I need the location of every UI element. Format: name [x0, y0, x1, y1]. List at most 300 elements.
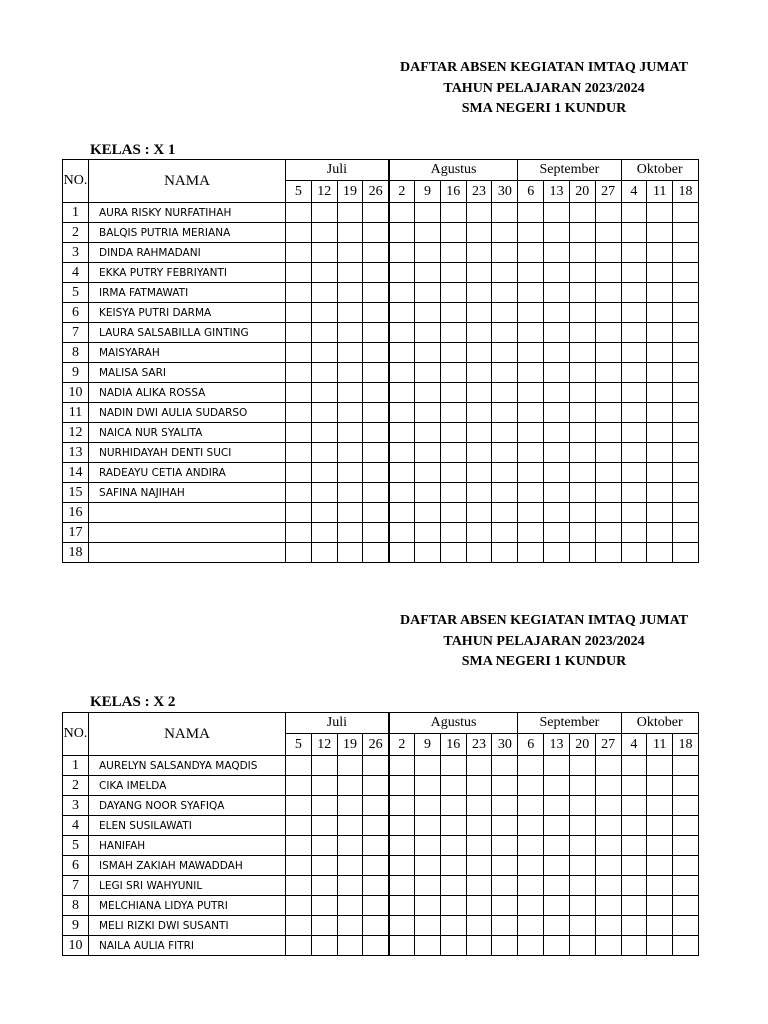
attendance-cell[interactable] [595, 383, 621, 403]
attendance-cell[interactable] [518, 283, 544, 303]
attendance-cell[interactable] [569, 443, 595, 463]
attendance-cell[interactable] [647, 936, 673, 956]
attendance-cell[interactable] [337, 936, 363, 956]
attendance-cell[interactable] [518, 203, 544, 223]
attendance-cell[interactable] [389, 383, 415, 403]
attendance-cell[interactable] [466, 243, 492, 263]
attendance-cell[interactable] [647, 856, 673, 876]
attendance-cell[interactable] [415, 283, 441, 303]
attendance-cell[interactable] [569, 403, 595, 423]
attendance-cell[interactable] [518, 383, 544, 403]
attendance-cell[interactable] [595, 443, 621, 463]
attendance-cell[interactable] [311, 836, 337, 856]
attendance-cell[interactable] [466, 756, 492, 776]
attendance-cell[interactable] [389, 896, 415, 916]
attendance-cell[interactable] [595, 463, 621, 483]
attendance-cell[interactable] [621, 503, 647, 523]
attendance-cell[interactable] [673, 856, 699, 876]
attendance-cell[interactable] [569, 343, 595, 363]
attendance-cell[interactable] [337, 443, 363, 463]
attendance-cell[interactable] [647, 223, 673, 243]
attendance-cell[interactable] [569, 816, 595, 836]
attendance-cell[interactable] [621, 203, 647, 223]
attendance-cell[interactable] [389, 363, 415, 383]
attendance-cell[interactable] [621, 283, 647, 303]
attendance-cell[interactable] [286, 896, 312, 916]
attendance-cell[interactable] [415, 383, 441, 403]
attendance-cell[interactable] [363, 223, 389, 243]
attendance-cell[interactable] [647, 483, 673, 503]
attendance-cell[interactable] [286, 876, 312, 896]
attendance-cell[interactable] [569, 223, 595, 243]
attendance-cell[interactable] [621, 523, 647, 543]
attendance-cell[interactable] [363, 303, 389, 323]
attendance-cell[interactable] [518, 523, 544, 543]
attendance-cell[interactable] [518, 223, 544, 243]
attendance-cell[interactable] [518, 896, 544, 916]
attendance-cell[interactable] [595, 756, 621, 776]
attendance-cell[interactable] [544, 323, 570, 343]
attendance-cell[interactable] [492, 243, 518, 263]
attendance-cell[interactable] [389, 796, 415, 816]
attendance-cell[interactable] [363, 543, 389, 563]
attendance-cell[interactable] [621, 936, 647, 956]
attendance-cell[interactable] [544, 203, 570, 223]
attendance-cell[interactable] [492, 483, 518, 503]
attendance-cell[interactable] [286, 403, 312, 423]
attendance-cell[interactable] [492, 876, 518, 896]
attendance-cell[interactable] [492, 776, 518, 796]
attendance-cell[interactable] [415, 483, 441, 503]
attendance-cell[interactable] [286, 856, 312, 876]
attendance-cell[interactable] [415, 936, 441, 956]
attendance-cell[interactable] [673, 876, 699, 896]
attendance-cell[interactable] [389, 323, 415, 343]
attendance-cell[interactable] [518, 796, 544, 816]
attendance-cell[interactable] [337, 483, 363, 503]
attendance-cell[interactable] [492, 283, 518, 303]
attendance-cell[interactable] [647, 876, 673, 896]
attendance-cell[interactable] [389, 503, 415, 523]
attendance-cell[interactable] [518, 776, 544, 796]
attendance-cell[interactable] [389, 403, 415, 423]
attendance-cell[interactable] [440, 936, 466, 956]
attendance-cell[interactable] [363, 283, 389, 303]
attendance-cell[interactable] [595, 896, 621, 916]
attendance-cell[interactable] [518, 836, 544, 856]
attendance-cell[interactable] [415, 403, 441, 423]
attendance-cell[interactable] [569, 203, 595, 223]
attendance-cell[interactable] [492, 383, 518, 403]
attendance-cell[interactable] [569, 263, 595, 283]
attendance-cell[interactable] [337, 896, 363, 916]
attendance-cell[interactable] [492, 403, 518, 423]
attendance-cell[interactable] [311, 223, 337, 243]
attendance-cell[interactable] [311, 363, 337, 383]
attendance-cell[interactable] [544, 916, 570, 936]
attendance-cell[interactable] [673, 916, 699, 936]
attendance-cell[interactable] [569, 756, 595, 776]
attendance-cell[interactable] [286, 483, 312, 503]
attendance-cell[interactable] [673, 523, 699, 543]
attendance-cell[interactable] [647, 816, 673, 836]
attendance-cell[interactable] [673, 323, 699, 343]
attendance-cell[interactable] [415, 343, 441, 363]
attendance-cell[interactable] [492, 363, 518, 383]
attendance-cell[interactable] [440, 776, 466, 796]
attendance-cell[interactable] [363, 776, 389, 796]
attendance-cell[interactable] [544, 423, 570, 443]
attendance-cell[interactable] [492, 263, 518, 283]
attendance-cell[interactable] [466, 876, 492, 896]
attendance-cell[interactable] [518, 756, 544, 776]
attendance-cell[interactable] [647, 896, 673, 916]
attendance-cell[interactable] [363, 483, 389, 503]
attendance-cell[interactable] [595, 243, 621, 263]
attendance-cell[interactable] [673, 543, 699, 563]
attendance-cell[interactable] [440, 523, 466, 543]
attendance-cell[interactable] [492, 323, 518, 343]
attendance-cell[interactable] [363, 263, 389, 283]
attendance-cell[interactable] [415, 303, 441, 323]
attendance-cell[interactable] [647, 403, 673, 423]
attendance-cell[interactable] [389, 243, 415, 263]
attendance-cell[interactable] [389, 283, 415, 303]
attendance-cell[interactable] [466, 836, 492, 856]
attendance-cell[interactable] [621, 856, 647, 876]
attendance-cell[interactable] [466, 503, 492, 523]
attendance-cell[interactable] [389, 343, 415, 363]
attendance-cell[interactable] [544, 776, 570, 796]
attendance-cell[interactable] [673, 796, 699, 816]
attendance-cell[interactable] [286, 916, 312, 936]
attendance-cell[interactable] [621, 543, 647, 563]
attendance-cell[interactable] [673, 423, 699, 443]
attendance-cell[interactable] [286, 243, 312, 263]
attendance-cell[interactable] [569, 776, 595, 796]
attendance-cell[interactable] [311, 383, 337, 403]
attendance-cell[interactable] [311, 896, 337, 916]
attendance-cell[interactable] [389, 443, 415, 463]
attendance-cell[interactable] [544, 403, 570, 423]
attendance-cell[interactable] [492, 463, 518, 483]
attendance-cell[interactable] [621, 423, 647, 443]
attendance-cell[interactable] [363, 203, 389, 223]
attendance-cell[interactable] [544, 463, 570, 483]
attendance-cell[interactable] [647, 503, 673, 523]
attendance-cell[interactable] [466, 203, 492, 223]
attendance-cell[interactable] [673, 503, 699, 523]
attendance-cell[interactable] [440, 856, 466, 876]
attendance-cell[interactable] [595, 363, 621, 383]
attendance-cell[interactable] [518, 423, 544, 443]
attendance-cell[interactable] [363, 916, 389, 936]
attendance-cell[interactable] [492, 523, 518, 543]
attendance-cell[interactable] [466, 383, 492, 403]
attendance-cell[interactable] [466, 796, 492, 816]
attendance-cell[interactable] [647, 323, 673, 343]
attendance-cell[interactable] [311, 443, 337, 463]
attendance-cell[interactable] [337, 916, 363, 936]
attendance-cell[interactable] [286, 363, 312, 383]
attendance-cell[interactable] [415, 363, 441, 383]
attendance-cell[interactable] [647, 423, 673, 443]
attendance-cell[interactable] [595, 283, 621, 303]
attendance-cell[interactable] [518, 543, 544, 563]
attendance-cell[interactable] [492, 816, 518, 836]
attendance-cell[interactable] [595, 776, 621, 796]
attendance-cell[interactable] [595, 423, 621, 443]
attendance-cell[interactable] [286, 283, 312, 303]
attendance-cell[interactable] [595, 403, 621, 423]
attendance-cell[interactable] [544, 363, 570, 383]
attendance-cell[interactable] [286, 816, 312, 836]
attendance-cell[interactable] [440, 383, 466, 403]
attendance-cell[interactable] [466, 463, 492, 483]
attendance-cell[interactable] [518, 816, 544, 836]
attendance-cell[interactable] [363, 323, 389, 343]
attendance-cell[interactable] [466, 283, 492, 303]
attendance-cell[interactable] [286, 543, 312, 563]
attendance-cell[interactable] [595, 876, 621, 896]
attendance-cell[interactable] [647, 343, 673, 363]
attendance-cell[interactable] [389, 836, 415, 856]
attendance-cell[interactable] [518, 856, 544, 876]
attendance-cell[interactable] [673, 483, 699, 503]
attendance-cell[interactable] [363, 503, 389, 523]
attendance-cell[interactable] [337, 816, 363, 836]
attendance-cell[interactable] [466, 263, 492, 283]
attendance-cell[interactable] [286, 343, 312, 363]
attendance-cell[interactable] [389, 203, 415, 223]
attendance-cell[interactable] [569, 796, 595, 816]
attendance-cell[interactable] [311, 483, 337, 503]
attendance-cell[interactable] [311, 323, 337, 343]
attendance-cell[interactable] [337, 463, 363, 483]
attendance-cell[interactable] [466, 223, 492, 243]
attendance-cell[interactable] [466, 483, 492, 503]
attendance-cell[interactable] [337, 243, 363, 263]
attendance-cell[interactable] [415, 543, 441, 563]
attendance-cell[interactable] [363, 856, 389, 876]
attendance-cell[interactable] [363, 383, 389, 403]
attendance-cell[interactable] [311, 796, 337, 816]
attendance-cell[interactable] [673, 756, 699, 776]
attendance-cell[interactable] [492, 503, 518, 523]
attendance-cell[interactable] [389, 543, 415, 563]
attendance-cell[interactable] [544, 936, 570, 956]
attendance-cell[interactable] [544, 383, 570, 403]
attendance-cell[interactable] [415, 916, 441, 936]
attendance-cell[interactable] [492, 423, 518, 443]
attendance-cell[interactable] [337, 283, 363, 303]
attendance-cell[interactable] [569, 856, 595, 876]
attendance-cell[interactable] [311, 856, 337, 876]
attendance-cell[interactable] [673, 203, 699, 223]
attendance-cell[interactable] [466, 423, 492, 443]
attendance-cell[interactable] [595, 856, 621, 876]
attendance-cell[interactable] [647, 776, 673, 796]
attendance-cell[interactable] [466, 816, 492, 836]
attendance-cell[interactable] [415, 223, 441, 243]
attendance-cell[interactable] [673, 223, 699, 243]
attendance-cell[interactable] [569, 423, 595, 443]
attendance-cell[interactable] [311, 876, 337, 896]
attendance-cell[interactable] [337, 756, 363, 776]
attendance-cell[interactable] [363, 463, 389, 483]
attendance-cell[interactable] [363, 896, 389, 916]
attendance-cell[interactable] [440, 263, 466, 283]
attendance-cell[interactable] [440, 443, 466, 463]
attendance-cell[interactable] [363, 343, 389, 363]
attendance-cell[interactable] [518, 323, 544, 343]
attendance-cell[interactable] [569, 936, 595, 956]
attendance-cell[interactable] [569, 523, 595, 543]
attendance-cell[interactable] [595, 543, 621, 563]
attendance-cell[interactable] [466, 363, 492, 383]
attendance-cell[interactable] [544, 443, 570, 463]
attendance-cell[interactable] [518, 876, 544, 896]
attendance-cell[interactable] [518, 363, 544, 383]
attendance-cell[interactable] [286, 936, 312, 956]
attendance-cell[interactable] [621, 443, 647, 463]
attendance-cell[interactable] [311, 543, 337, 563]
attendance-cell[interactable] [337, 383, 363, 403]
attendance-cell[interactable] [286, 303, 312, 323]
attendance-cell[interactable] [569, 896, 595, 916]
attendance-cell[interactable] [647, 796, 673, 816]
attendance-cell[interactable] [440, 423, 466, 443]
attendance-cell[interactable] [466, 856, 492, 876]
attendance-cell[interactable] [673, 263, 699, 283]
attendance-cell[interactable] [363, 403, 389, 423]
attendance-cell[interactable] [621, 303, 647, 323]
attendance-cell[interactable] [311, 916, 337, 936]
attendance-cell[interactable] [595, 203, 621, 223]
attendance-cell[interactable] [673, 443, 699, 463]
attendance-cell[interactable] [621, 876, 647, 896]
attendance-cell[interactable] [492, 343, 518, 363]
attendance-cell[interactable] [492, 543, 518, 563]
attendance-cell[interactable] [415, 756, 441, 776]
attendance-cell[interactable] [492, 896, 518, 916]
attendance-cell[interactable] [337, 323, 363, 343]
attendance-cell[interactable] [440, 836, 466, 856]
attendance-cell[interactable] [337, 223, 363, 243]
attendance-cell[interactable] [595, 796, 621, 816]
attendance-cell[interactable] [286, 443, 312, 463]
attendance-cell[interactable] [440, 916, 466, 936]
attendance-cell[interactable] [673, 303, 699, 323]
attendance-cell[interactable] [492, 796, 518, 816]
attendance-cell[interactable] [311, 403, 337, 423]
attendance-cell[interactable] [466, 523, 492, 543]
attendance-cell[interactable] [389, 223, 415, 243]
attendance-cell[interactable] [415, 203, 441, 223]
attendance-cell[interactable] [621, 223, 647, 243]
attendance-cell[interactable] [492, 856, 518, 876]
attendance-cell[interactable] [311, 303, 337, 323]
attendance-cell[interactable] [286, 223, 312, 243]
attendance-cell[interactable] [440, 796, 466, 816]
attendance-cell[interactable] [286, 383, 312, 403]
attendance-cell[interactable] [337, 363, 363, 383]
attendance-cell[interactable] [389, 936, 415, 956]
attendance-cell[interactable] [440, 463, 466, 483]
attendance-cell[interactable] [311, 463, 337, 483]
attendance-cell[interactable] [673, 243, 699, 263]
attendance-cell[interactable] [440, 483, 466, 503]
attendance-cell[interactable] [337, 836, 363, 856]
attendance-cell[interactable] [544, 523, 570, 543]
attendance-cell[interactable] [544, 856, 570, 876]
attendance-cell[interactable] [389, 463, 415, 483]
attendance-cell[interactable] [286, 203, 312, 223]
attendance-cell[interactable] [311, 816, 337, 836]
attendance-cell[interactable] [647, 283, 673, 303]
attendance-cell[interactable] [440, 323, 466, 343]
attendance-cell[interactable] [440, 243, 466, 263]
attendance-cell[interactable] [518, 483, 544, 503]
attendance-cell[interactable] [440, 543, 466, 563]
attendance-cell[interactable] [440, 303, 466, 323]
attendance-cell[interactable] [415, 816, 441, 836]
attendance-cell[interactable] [415, 463, 441, 483]
attendance-cell[interactable] [673, 816, 699, 836]
attendance-cell[interactable] [389, 816, 415, 836]
attendance-cell[interactable] [311, 776, 337, 796]
attendance-cell[interactable] [595, 483, 621, 503]
attendance-cell[interactable] [595, 343, 621, 363]
attendance-cell[interactable] [311, 243, 337, 263]
attendance-cell[interactable] [311, 283, 337, 303]
attendance-cell[interactable] [286, 323, 312, 343]
attendance-cell[interactable] [337, 523, 363, 543]
attendance-cell[interactable] [621, 483, 647, 503]
attendance-cell[interactable] [389, 423, 415, 443]
attendance-cell[interactable] [337, 503, 363, 523]
attendance-cell[interactable] [440, 223, 466, 243]
attendance-cell[interactable] [440, 816, 466, 836]
attendance-cell[interactable] [389, 916, 415, 936]
attendance-cell[interactable] [518, 463, 544, 483]
attendance-cell[interactable] [363, 423, 389, 443]
attendance-cell[interactable] [673, 463, 699, 483]
attendance-cell[interactable] [621, 363, 647, 383]
attendance-cell[interactable] [595, 936, 621, 956]
attendance-cell[interactable] [544, 836, 570, 856]
attendance-cell[interactable] [466, 323, 492, 343]
attendance-cell[interactable] [569, 916, 595, 936]
attendance-cell[interactable] [518, 303, 544, 323]
attendance-cell[interactable] [518, 403, 544, 423]
attendance-cell[interactable] [673, 403, 699, 423]
attendance-cell[interactable] [673, 776, 699, 796]
attendance-cell[interactable] [569, 303, 595, 323]
attendance-cell[interactable] [311, 263, 337, 283]
attendance-cell[interactable] [389, 263, 415, 283]
attendance-cell[interactable] [389, 776, 415, 796]
attendance-cell[interactable] [286, 423, 312, 443]
attendance-cell[interactable] [518, 916, 544, 936]
attendance-cell[interactable] [286, 796, 312, 816]
attendance-cell[interactable] [595, 263, 621, 283]
attendance-cell[interactable] [363, 836, 389, 856]
attendance-cell[interactable] [440, 283, 466, 303]
attendance-cell[interactable] [647, 463, 673, 483]
attendance-cell[interactable] [569, 323, 595, 343]
attendance-cell[interactable] [466, 916, 492, 936]
